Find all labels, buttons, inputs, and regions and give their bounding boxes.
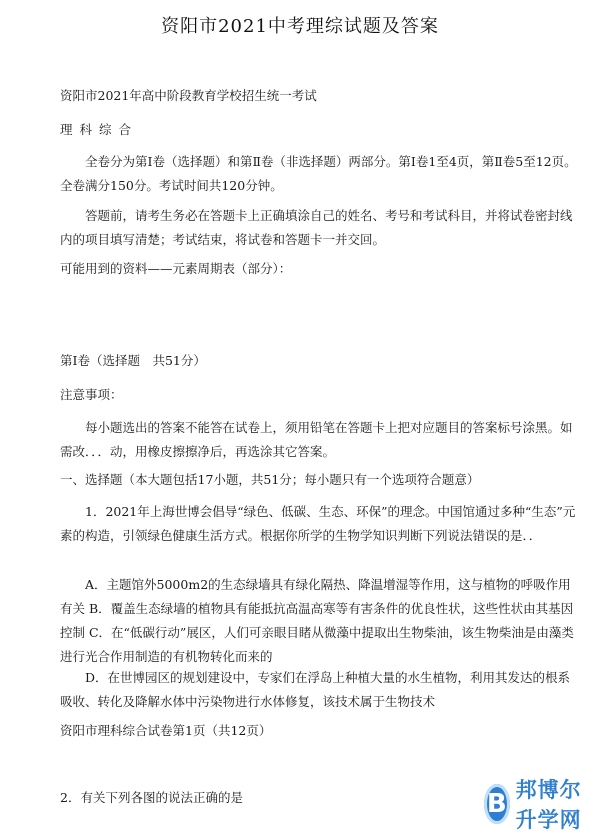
intro-paragraph-1: 全卷分为第Ⅰ卷（选择题）和第Ⅱ卷（非选择题）两部分。第Ⅰ卷1至4页，第Ⅱ卷5至12页。全卷满分150分。考试时间共120分钟。 (60, 154, 577, 193)
site-logo-icon: B (484, 784, 510, 824)
intro-paragraph-2: 答题前，请考生务必在答题卡上正确填涂自己的姓名、考号和考试科目，并将试卷密封线内的项目填写清楚；考试结束，将试卷和答题卡一并交回。 (60, 208, 573, 247)
question-2-stem: 2．有关下列各图的说法正确的是 (60, 790, 243, 805)
site-brand-text: 邦博尔升学网 (515, 778, 582, 832)
section-1-title: 第Ⅰ卷（选择题 共51分） (60, 353, 206, 368)
site-watermark (484, 774, 600, 834)
notice-label: 注意事项： (60, 387, 123, 402)
question-1-option-d: D．在世博园区的规划建设中，专家们在浮岛上种植大量的水生植物，利用其发达的根系吸收、转化及降解水体中污染物进行水体修复，该技术属于生物技术 (60, 670, 571, 709)
intro-paragraph-3: 可能用到的资料——元素周期表（部分）： (60, 261, 292, 276)
document-title: 资阳市2021中考理综试题及答案 (161, 16, 439, 37)
notice-text: 每小题选出的答案不能答在试卷上，须用铅笔在答题卡上把对应题目的答案标号涂黑。如需改．．．动，用橡皮擦擦净后，再选涂其它答案。 (60, 420, 573, 459)
question-1-options-abc: A．主题馆外5000m2的生态绿墙具有绿化隔热、降温增湿等作用，这与植物的呼吸作用有关 B．覆盖生态绿墙的植物具有能抵抗高温高寒等有害条件的优良性状，这些性状由其基因控制 C．在“低碳行动”展区，人们可亲眼目睹从微藻中提取出生物柴油，该生物柴油是由藻类进行光合作用制造的有机物转化而来的 (60, 577, 574, 664)
question-1-stem: 1．2021年上海世博会倡导“绿色、低碳、生态、环保”的理念。中国馆通过多种“生态”元素的构造，引领绿色健康生活方式。根据你所学的生物学知识判断下列说法错误的是．． (60, 504, 576, 543)
page-footer: 资阳市理科综合试卷第1页（共12页） (60, 723, 272, 738)
exam-name: 资阳市2021年高中阶段教育学校招生统一考试 (60, 88, 317, 103)
multiple-choice-header: 一、选择题（本大题包括17小题，共51分；每小题只有一个选项符合题意） (60, 472, 480, 487)
subject-heading: 理科综合 (60, 122, 139, 137)
